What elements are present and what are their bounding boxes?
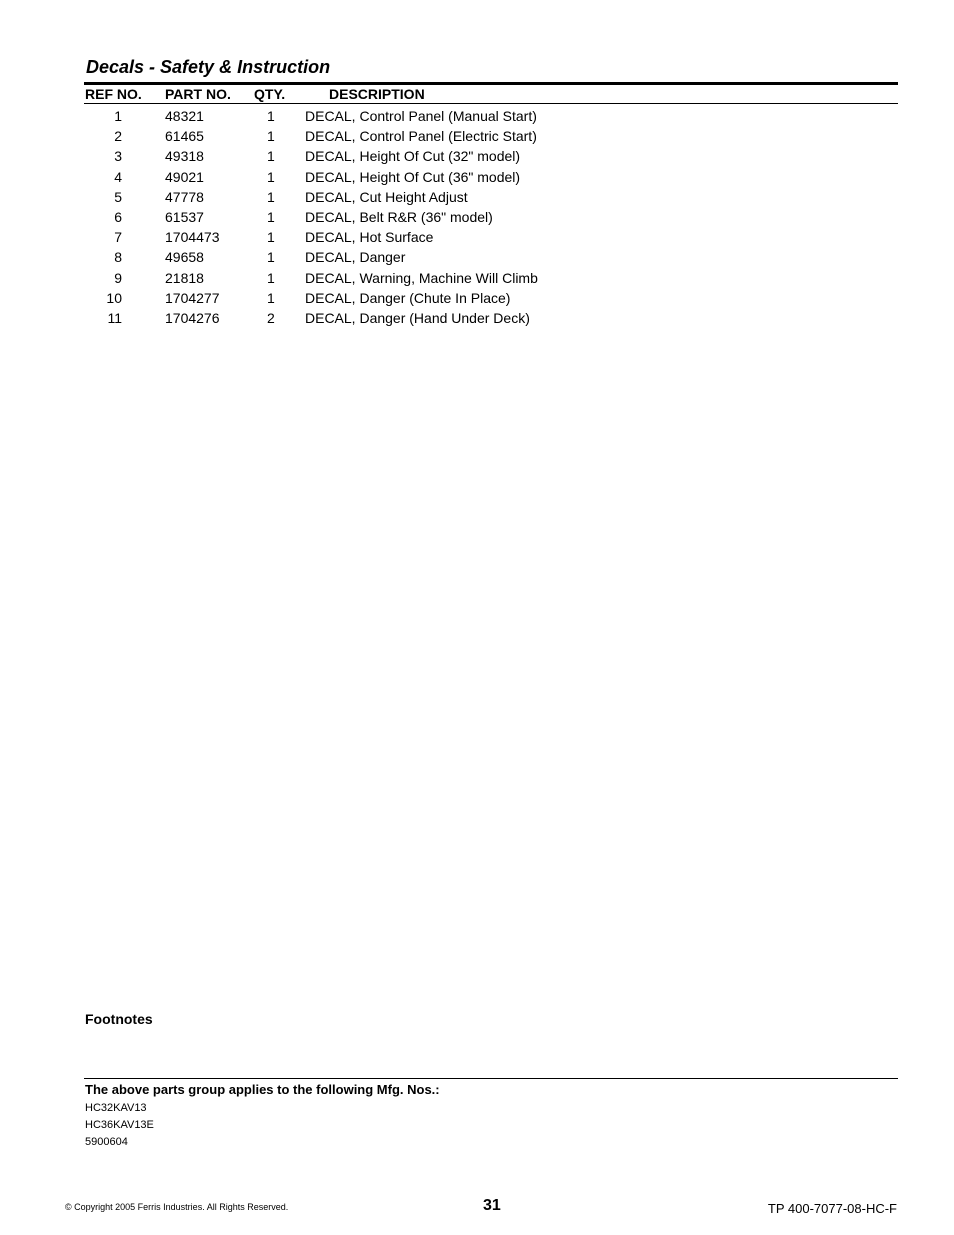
cell-part-no: 48321	[165, 108, 204, 124]
cell-ref-no: 4	[114, 168, 122, 185]
cell-qty: 1	[267, 188, 275, 205]
table-row	[84, 207, 898, 227]
mfg-rule	[84, 1078, 898, 1079]
table-row	[84, 268, 898, 288]
footnotes-heading: Footnotes	[85, 1011, 153, 1027]
table-row	[84, 187, 898, 207]
page-number: 31	[483, 1197, 501, 1214]
cell-description: DECAL, Control Panel (Electric Start)	[305, 128, 537, 145]
cell-description: DECAL, Warning, Machine Will Climb	[305, 269, 538, 286]
table-row	[84, 247, 898, 267]
col-desc-header: DESCRIPTION	[329, 86, 425, 102]
cell-description: DECAL, Hot Surface	[305, 229, 434, 246]
cell-description: DECAL, Height Of Cut (36" model)	[305, 168, 521, 185]
copyright: © Copyright 2005 Ferris Industries. All Rights Reserved.	[65, 1202, 289, 1212]
cell-part-no: 1704473	[165, 229, 220, 246]
cell-qty: 1	[267, 128, 275, 145]
cell-description: DECAL, Danger (Chute In Place)	[305, 289, 511, 306]
table-row	[84, 146, 898, 166]
cell-ref-no: 8	[114, 249, 122, 266]
cell-ref-no: 5	[114, 188, 122, 205]
title-rule	[84, 82, 898, 85]
cell-qty: 1	[267, 168, 275, 185]
cell-description: DECAL, Control Panel (Manual Start)	[305, 108, 537, 124]
table-header	[84, 86, 898, 103]
table-row	[84, 126, 898, 146]
page-title: Decals - Safety & Instruction	[86, 57, 331, 77]
cell-part-no: 49318	[165, 148, 204, 165]
cell-ref-no: 7	[114, 229, 122, 246]
cell-ref-no: 3	[114, 148, 122, 165]
cell-qty: 1	[267, 289, 275, 306]
col-qty-header: QTY.	[254, 86, 286, 102]
table-row	[84, 106, 898, 126]
cell-ref-no: 11	[107, 309, 122, 326]
parts-table	[84, 106, 898, 328]
cell-qty: 1	[267, 269, 275, 286]
cell-part-no: 61465	[165, 128, 204, 145]
cell-qty: 1	[267, 208, 275, 225]
cell-ref-no: 10	[106, 289, 122, 306]
cell-part-no: 61537	[165, 208, 204, 225]
cell-description: DECAL, Cut Height Adjust	[305, 188, 468, 205]
table-row	[84, 227, 898, 247]
header-rule	[84, 103, 898, 104]
cell-qty: 1	[267, 148, 275, 165]
cell-ref-no: 9	[114, 269, 122, 286]
col-part-header: PART NO.	[165, 86, 231, 102]
document-code: TP 400-7077-08-HC-F	[767, 1201, 897, 1216]
mfg-number: HC32KAV13	[85, 1102, 147, 1114]
cell-part-no: 1704276	[165, 309, 220, 326]
cell-ref-no: 6	[114, 208, 122, 225]
cell-description: DECAL, Height Of Cut (32" model)	[305, 148, 521, 165]
col-ref-header: REF NO.	[85, 86, 142, 102]
table-row	[84, 167, 898, 187]
cell-part-no: 49658	[165, 249, 204, 266]
cell-qty: 1	[267, 249, 275, 266]
mfg-number: HC36KAV13E	[85, 1119, 154, 1131]
mfg-list	[85, 1100, 154, 1151]
cell-part-no: 47778	[165, 188, 204, 205]
cell-ref-no: 1	[114, 108, 122, 124]
table-row	[84, 308, 898, 328]
cell-ref-no: 2	[114, 128, 122, 145]
cell-description: DECAL, Danger	[305, 249, 406, 266]
cell-qty: 1	[267, 108, 275, 124]
cell-part-no: 21818	[165, 269, 204, 286]
cell-description: DECAL, Danger (Hand Under Deck)	[305, 309, 530, 326]
cell-part-no: 49021	[165, 168, 204, 185]
mfg-heading: The above parts group applies to the following Mfg. Nos.:	[85, 1082, 440, 1097]
cell-part-no: 1704277	[165, 289, 220, 306]
cell-qty: 1	[267, 229, 275, 246]
mfg-number: 5900604	[85, 1136, 128, 1148]
cell-description: DECAL, Belt R&R (36" model)	[305, 208, 493, 225]
cell-qty: 2	[267, 309, 275, 326]
table-row	[84, 288, 898, 308]
